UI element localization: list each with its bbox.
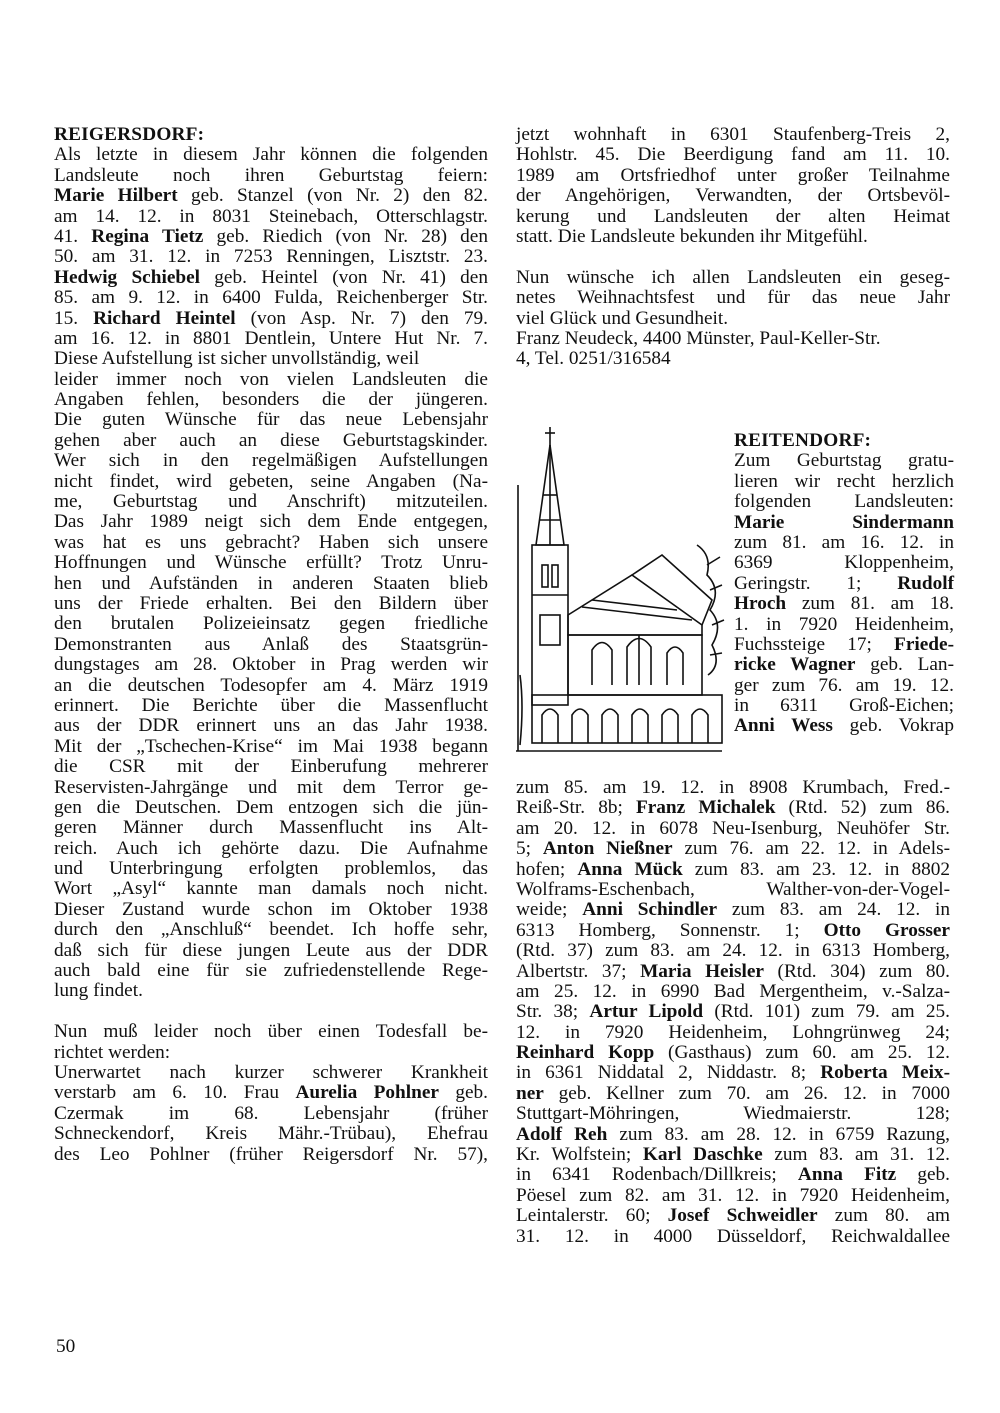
text-line: auch bald eine für sie zufriedenstellende Rege- — [54, 960, 488, 982]
death-notice-text — [54, 1022, 488, 1165]
bold-name: Regina Tietz — [91, 225, 204, 247]
text-line: Adolf Reh zum 83. am 28. 12. in 6759 Razung, — [516, 1123, 951, 1145]
text-line: 6369 Kloppenheim, — [734, 552, 954, 574]
text-line: Dieser Zustand wurde schon im Oktober 1938 — [54, 898, 488, 920]
text-line: gen die Deutschen. Dem entzogen sich die jün- — [54, 796, 488, 818]
bold-name: Adolf Reh — [516, 1123, 608, 1145]
bold-name: Maria Heisler — [640, 960, 764, 982]
page-number: 50 — [56, 1336, 76, 1357]
text-line: 85. am 9. 12. in 6400 Fulda, Reichenberger Str. — [54, 287, 488, 309]
bold-name: Josef Schweidler — [667, 1205, 818, 1227]
text-line: Pöesel zum 82. am 31. 12. in 7920 Heidenheim, — [516, 1184, 950, 1206]
text-line: Leintalerstr. 60; Josef Schweidler zum 80. am — [516, 1205, 950, 1227]
reitendorf-float — [734, 431, 954, 737]
text-line: Reservisten-Jahrgänge und mit dem Terror ge- — [54, 776, 488, 798]
text-line: Stuttgart-Möhringen, Wiedmaierstr. 128; — [516, 1103, 950, 1125]
text-line: Die guten Wünsche für das neue Lebensjahr — [54, 409, 488, 431]
bold-name: Rudolf — [897, 572, 954, 594]
bold-name: Hroch — [734, 593, 787, 615]
text-line: durch den „Anschluß“ beendet. Ich hoffe sehr, — [54, 919, 488, 941]
text-line: kerung und Landsleuten der alten Heimat — [516, 205, 950, 227]
bold-name: ner — [516, 1082, 544, 1104]
bold-name: Marie Hilbert — [54, 185, 178, 207]
text-line: aus der DDR erinnert uns an das Jahr 1938. — [54, 715, 488, 737]
left-column — [54, 125, 488, 1165]
text-line: leider immer noch von vielen Landsleuten die — [54, 368, 488, 390]
text-line: me, Geburtstag und Anschrift) mitzuteilen. — [54, 491, 488, 513]
text-line: 50. am 31. 12. in 7253 Renningen, Lisztstr. 23. — [54, 246, 488, 268]
text-line: Czermak im 68. Lebensjahr (früher — [54, 1102, 488, 1124]
right-column — [516, 125, 950, 370]
text-line: viel Glück und Gesundheit. — [516, 307, 729, 329]
bold-name: Anna Mück — [577, 858, 683, 880]
text-line: in 6311 Groß-Eichen; — [734, 695, 954, 717]
bold-name: Richard Heintel — [93, 307, 236, 329]
text-line: 15. Richard Heintel (von Asp. Nr. 7) den 79. — [54, 307, 488, 329]
text-line: nicht findet, wird gebeten, seine Angaben (Na- — [54, 470, 488, 492]
text-line: 1989 am Ortsfriedhof unter großer Teilnahme — [516, 164, 950, 186]
text-line: Hoffnungen und Wünsche erfüllt? Trotz Unru- — [54, 552, 488, 574]
text-line: Landsleute noch ihren Geburtstag feiern: — [54, 164, 488, 186]
text-line: Reinhard Kopp (Gasthaus) zum 60. am 25. 12. — [516, 1042, 950, 1064]
text-line: Hroch zum 81. am 18. — [734, 593, 954, 615]
text-line: Fuchssteige 17; Friede- — [734, 633, 954, 655]
bold-name: Reinhard Kopp — [516, 1042, 655, 1064]
text-line: am 20. 12. in 6078 Neu-Isenburg, Neuhöfer Str. — [516, 817, 950, 839]
text-line: gehen aber auch an diese Geburtstagskinder. — [54, 429, 488, 451]
text-line: 4, Tel. 0251/316584 — [516, 348, 671, 370]
text-line: der Angehörigen, Verwandten, der Ortsbevöl- — [516, 185, 950, 207]
reitendorf-birthday-list — [516, 778, 950, 1247]
text-line: an die deutschen Todesopfer am 4. März 1919 — [54, 674, 488, 696]
text-line: Hohlstr. 45. Die Beerdigung fand am 11. 10. — [516, 144, 950, 166]
bold-name: Anna Fitz — [797, 1164, 897, 1186]
bold-name: Anni Schindler — [582, 899, 718, 921]
text-line: daß sich für diese jungen Leute aus der DDR — [54, 939, 488, 961]
section-heading-reigersdorf: REIGERSDORF: — [54, 124, 205, 145]
text-line: Franz Neudeck, 4400 Münster, Paul-Keller-Str. — [516, 327, 881, 349]
text-line: Unerwartet nach kurzer schwerer Krankheit — [54, 1061, 488, 1083]
text-line: hofen; Anna Mück zum 83. am 23. 12. in 8802 — [516, 858, 951, 880]
text-line: netes Weihnachtsfest und für das neue Jahr — [516, 287, 950, 309]
bold-name: Otto Grosser — [823, 919, 950, 941]
text-line: erinnert. Die Berichte über die Massenflucht — [54, 694, 488, 716]
text-line: ger zum 76. am 19. 12. — [734, 674, 954, 696]
text-line: (Rtd. 37) zum 83. am 24. 12. in 6313 Homberg, — [516, 940, 950, 962]
text-line: richtet werden: — [54, 1041, 171, 1063]
bold-name: Hedwig Schiebel — [54, 266, 201, 288]
text-line: Anni Wess geb. Vokrap — [734, 715, 954, 737]
text-line: Als letzte in diesem Jahr können die folgenden — [54, 144, 488, 166]
text-line: Nun muß leider noch über einen Todesfall be- — [54, 1021, 488, 1043]
funeral-text — [516, 125, 950, 247]
text-line: die CSR mit der Einberufung mehrerer — [54, 756, 488, 778]
reigersdorf-text — [54, 145, 488, 1001]
text-line: ner geb. Kellner zum 70. am 26. 12. in 7000 — [516, 1082, 950, 1104]
text-line: Kr. Wolfstein; Karl Daschke zum 83. am 31. 12. — [516, 1144, 950, 1166]
christmas-wishes-text — [516, 268, 950, 370]
bold-name: Marie Sindermann — [734, 511, 954, 533]
text-line: Hedwig Schiebel geb. Heintel (von Nr. 41) den — [54, 266, 488, 288]
text-line: lung findet. — [54, 980, 143, 1002]
bold-name: Aurelia Pohlner — [295, 1082, 439, 1104]
text-line: 31. 12. in 4000 Düsseldorf, Reichwaldallee — [516, 1225, 950, 1247]
text-line: Nun wünsche ich allen Landsleuten ein geseg- — [516, 266, 950, 288]
bold-name: Roberta Meix- — [820, 1062, 950, 1084]
text-line: Wer sich in den regelmäßigen Aufstellungen — [54, 450, 488, 472]
text-line: Diese Aufstellung ist sicher unvollständig, weil — [54, 348, 420, 370]
text-line: Mit der „Tschechen-Krise“ im Mai 1938 begann — [54, 735, 488, 757]
text-line: des Leo Pohlner (früher Reigersdorf Nr. 57), — [54, 1143, 488, 1165]
bold-name: Friede- — [894, 633, 954, 655]
text-line: dungstages am 28. Oktober in Prag werden wir — [54, 654, 488, 676]
text-line: ricke Wagner geb. Lan- — [734, 654, 954, 676]
text-line: verstarb am 6. 10. Frau Aurelia Pohlner geb. — [54, 1082, 488, 1104]
text-line: hen und Aufständen in anderen Staaten blieb — [54, 572, 488, 594]
text-line: Wort „Asyl“ kannte man damals noch nicht. — [54, 878, 488, 900]
bold-name: Franz Michalek — [635, 797, 776, 819]
text-line: weide; Anni Schindler zum 83. am 24. 12. in — [516, 899, 950, 921]
text-line: Marie Hilbert geb. Stanzel (von Nr. 2) den 82. — [54, 185, 488, 207]
text-line: zum 85. am 19. 12. in 8908 Krumbach, Fred.- — [516, 777, 950, 798]
bold-name: Artur Lipold — [589, 1001, 704, 1023]
text-line: in 6341 Rodenbach/Dillkreis; Anna Fitz geb. — [516, 1164, 951, 1186]
church-illustration — [512, 425, 726, 763]
text-line: geren Männer durch Massenflucht ins Alt- — [54, 817, 488, 839]
text-line: am 16. 12. in 8801 Dentlein, Untere Hut Nr. 7. — [54, 327, 488, 349]
text-line: Reiß-Str. 8b; Franz Michalek (Rtd. 52) zum 86. — [516, 797, 950, 819]
text-line: den brutalen Polizeieinsatz gegen friedliche — [54, 613, 488, 635]
text-line: reich. Auch ich gehörte dazu. Die Aufnahme — [54, 837, 488, 859]
text-line: Schneckendorf, Kreis Mähr.-Trübau), Ehefrau — [54, 1123, 488, 1145]
text-line: Demonstranten aus Anlaß des Staatsgrün- — [54, 633, 488, 655]
text-line: 5; Anton Nießner zum 76. am 22. 12. in Adels- — [516, 838, 951, 860]
text-line: 12. in 7920 Heidenheim, Lohngrünweg 24; — [516, 1021, 950, 1043]
text-line: lieren wir recht herzlich — [734, 470, 954, 492]
text-line: statt. Die Landsleute bekunden ihr Mitgefühl. — [516, 225, 868, 247]
bold-name: Anton Nießner — [542, 838, 673, 860]
text-line: Zum Geburtstag gratu- — [734, 450, 954, 472]
text-line: Das Jahr 1989 neigt sich dem Ende entgegen, — [54, 511, 488, 533]
text-line: 1. in 7920 Heidenheim, — [734, 613, 954, 635]
text-line — [734, 513, 954, 533]
bold-name: ricke Wagner — [734, 654, 856, 676]
text-line: am 25. 12. in 6990 Bad Mergentheim, v.-Salza- — [516, 980, 950, 1002]
text-line: folgenden Landsleuten: — [734, 491, 954, 513]
bold-name: Karl Daschke — [642, 1144, 763, 1166]
text-line: am 14. 12. in 8031 Steinebach, Otterschlagstr. — [54, 205, 488, 227]
bold-name: Anni Wess — [734, 715, 833, 737]
reitendorf-continued — [516, 778, 950, 1247]
text-line: und Unterbringung erfolgten problemlos, das — [54, 858, 488, 880]
text-line: was hat es uns gebracht? Haben sich unsere — [54, 531, 488, 553]
reitendorf-intro-text — [734, 451, 954, 736]
text-line: zum 81. am 16. 12. in — [734, 531, 954, 553]
text-line: in 6361 Niddatal 2, Niddastr. 8; Roberta Meix- — [516, 1062, 950, 1084]
text-line: 6313 Homberg, Sonnenstr. 1; Otto Grosser — [516, 919, 950, 941]
text-line: Geringstr. 1; Rudolf — [734, 572, 954, 594]
text-line: jetzt wohnhaft in 6301 Staufenberg-Treis 2, — [516, 124, 950, 145]
text-line: Angaben fehlen, besonders die der jüngeren. — [54, 389, 488, 411]
section-heading-reitendorf: REITENDORF: — [734, 430, 872, 451]
text-line: Str. 38; Artur Lipold (Rtd. 101) zum 79. am 25. — [516, 1001, 950, 1023]
text-line: uns der Friede erhalten. Bei den Bildern über — [54, 592, 488, 614]
text-line: 41. Regina Tietz geb. Riedich (von Nr. 28) den — [54, 225, 488, 247]
text-line: Albertstr. 37; Maria Heisler (Rtd. 304) zum 80. — [516, 960, 950, 982]
text-line: Wolframs-Eschenbach, Walther-von-der-Vogel- — [516, 878, 950, 900]
